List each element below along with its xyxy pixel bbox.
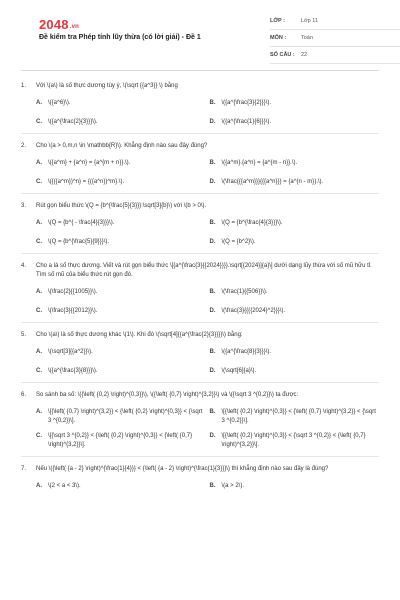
option-label: C. [36,119,42,125]
meta-row-question-count [270,47,400,64]
option-text: \(\frac{{{a^m}}}{{{a^n}}} = {a^{n - m}}.\). [221,179,324,185]
option-text: \[{\left( {0,7} \right)^{3,2}} < {\left( {0,2} \right)^{0,3}} < {\sqrt 3 ^{0,2}}\]. [48,409,203,424]
option-a[interactable] [36,99,206,108]
option-label: A. [36,160,42,166]
question-text: Nếu \({\left( {a - 2} \right)^{\frac{1}{4}}} < {\left( {a - 2} \right)^{\frac{1}{3}}}\) thì khẳng định nào sau đây là đúng? [36,466,329,472]
option-d[interactable] [210,307,380,316]
option-b[interactable] [210,99,380,108]
option-text: \(a > 2\). [221,483,245,489]
option-text: \(Q = {b^2}\). [221,239,256,245]
question-number: 2. [21,143,27,149]
option-text: \(Q = {b^{\frac{5}{9}}}\). [48,239,110,245]
option-d[interactable] [210,432,380,450]
question-text: Cho a là số thực dương. Viết và rút gọn biểu thức \[{a^{\frac{3}{{2024}}}}.\sqrt[{2024}]{a}\] dưới dạng lũy thừa với số mũ hữu tỉ. Tìm số mũ của biểu thức rút gọn đó. [36,263,372,278]
option-text: \(\frac{3}{{2012}}\). [48,308,98,314]
option-label: A. [36,349,42,355]
question-4 [21,262,379,323]
option-label: C. [36,179,42,185]
option-label: D. [209,433,216,439]
option-d[interactable] [210,178,380,187]
option-text: \(Q = {b^{ - \frac{4}{3}}}\). [48,220,115,226]
logo-suffix: .vn [69,24,80,30]
option-b[interactable] [210,288,380,297]
option-c[interactable] [36,178,206,187]
option-text: \({a^{\frac{8}{3}}}\). [221,349,272,355]
question-text: Cho \(a > 0,m,n \in \mathbb{R}\). Khẳng định nào sau đây đúng? [36,143,208,149]
exam-title: Đề kiểm tra Phép tính lũy thừa (có lời giải) - Đề 1 [39,34,201,41]
option-label: B. [209,220,216,226]
option-c[interactable] [36,307,206,316]
option-label: D. [209,239,216,245]
option-b[interactable] [210,348,380,357]
meta-key: MÔN : [270,35,287,41]
option-label: A. [36,409,42,415]
option-text: \({a^m} + {a^n} = {a^{m + n}}.\). [48,160,131,166]
exam-meta-table [270,13,400,64]
option-text: \(Q = {b^{\frac{4}{3}}}\). [221,220,283,226]
option-text: \[{\left( {0,2} \right)^{0,3}} < {\left( {0,7} \right)^{3,2}} < {\sqrt 3 ^{0,2}}\]. [221,409,376,424]
option-text: \({a^{\frac{3}{8}}}\). [48,368,98,374]
logo-main: 2048 [39,17,69,32]
option-c[interactable] [36,367,206,376]
meta-key: SỐ CÂU : [270,52,295,58]
option-a[interactable] [36,482,206,491]
meta-key: LỚP : [270,18,285,24]
option-c[interactable] [36,118,206,127]
option-label: D. [209,368,216,374]
option-a[interactable] [36,408,206,426]
question-7 [21,465,379,497]
option-d[interactable] [210,238,380,247]
question-number: 5. [21,332,27,338]
option-a[interactable] [36,159,206,168]
option-text: \(\frac{3}{{{{2024}^2}}}\). [221,308,286,314]
question-5 [21,331,379,383]
meta-value: 22 [301,52,308,58]
question-list [21,82,379,505]
option-label: B. [209,100,216,106]
option-text: \(\frac{1}{{506}}\). [221,289,268,295]
option-c[interactable] [36,432,206,450]
option-label: D. [209,308,216,314]
option-label: B. [209,160,216,166]
option-b[interactable] [210,482,380,491]
option-label: A. [36,220,42,226]
question-1 [21,82,379,134]
option-label: C. [36,239,42,245]
question-text: Rút gọn biểu thức \(Q = {b^{\frac{5}{3}}}:\sqrt[3]{b}\) với \(b > 0\). [36,203,207,209]
option-label: C. [36,308,42,314]
meta-value: Lớp 11 [301,18,318,24]
meta-row-grade [270,13,400,30]
option-label: A. [36,289,42,295]
question-number: 1. [21,83,27,89]
option-text: \[{\left( {0,2} \right)^{0,3}} < {\sqrt 3 ^{0,2}} < {\left( {0,7} \right)^{3,2}}\]. [221,433,366,448]
meta-value: Toán [301,35,313,41]
question-2 [21,142,379,194]
option-label: C. [36,433,42,439]
option-text: \({a^m}.{a^n} = {a^{m - n}}.\). [221,160,298,166]
option-text: \({a^{\frac{2}{3}}}\). [48,119,98,125]
option-label: D. [209,119,216,125]
option-label: A. [36,100,42,106]
question-3 [21,202,379,254]
option-label: B. [209,349,216,355]
option-text: \(\sqrt[3]{{a^2}}\). [48,349,93,355]
question-text: Cho \(a\) là số thực dương khác \(1\). Khi đó \(\sqrt[4]{{a^{\frac{2}{3}}}}\) bằng: [36,332,243,338]
question-number: 3. [21,203,27,209]
option-text: \(2 < a < 3\). [48,483,81,489]
meta-row-subject [270,30,400,47]
option-text: \(\frac{2}{{1005}}\). [48,289,98,295]
option-text: \[{\sqrt 3 ^{0,2}} < {\left( {0,2} \right)^{0,3}} < {\left( {0,7} \right)^{3,2}}\]. [48,433,193,448]
header-divider [21,70,379,71]
option-a[interactable] [36,348,206,357]
question-number: 4. [21,263,27,269]
option-d[interactable] [210,367,380,376]
option-b[interactable] [210,219,380,228]
site-logo[interactable] [39,17,79,32]
option-text: \({a^{\frac{1}{6}}}\). [221,119,272,125]
option-label: B. [209,289,216,295]
option-b[interactable] [210,408,380,426]
question-number: 6. [21,392,27,398]
question-text: So sánh ba số: \({\left( {0,2} \right)^{0,3}}\), \({\left( {0,7} \right)^{3,2}}\) và \({\sqrt 3 ^{0,2}}\) ta được: [36,392,299,398]
option-label: B. [209,409,216,415]
question-6 [21,391,379,457]
option-d[interactable] [210,118,380,127]
option-text: \(\sqrt[6]{a}\). [221,368,257,374]
option-label: B. [209,483,216,489]
option-text: \({a^6}\). [48,100,71,106]
option-a[interactable] [36,219,206,228]
option-text: \({a^{\frac{3}{2}}}\). [221,100,272,106]
option-c[interactable] [36,238,206,247]
option-text: \({({a^m})^n} = {({a^n})^m}.\). [48,179,125,185]
question-number: 7. [21,466,27,472]
header [18,0,382,62]
option-label: D. [209,179,216,185]
option-b[interactable] [210,159,380,168]
option-a[interactable] [36,288,206,297]
option-label: C. [36,368,42,374]
option-label: A. [36,483,42,489]
question-text: Với \(a\) là số thực dương tùy ý, \(\sqrt {{a^3}} \) bằng [36,83,178,89]
